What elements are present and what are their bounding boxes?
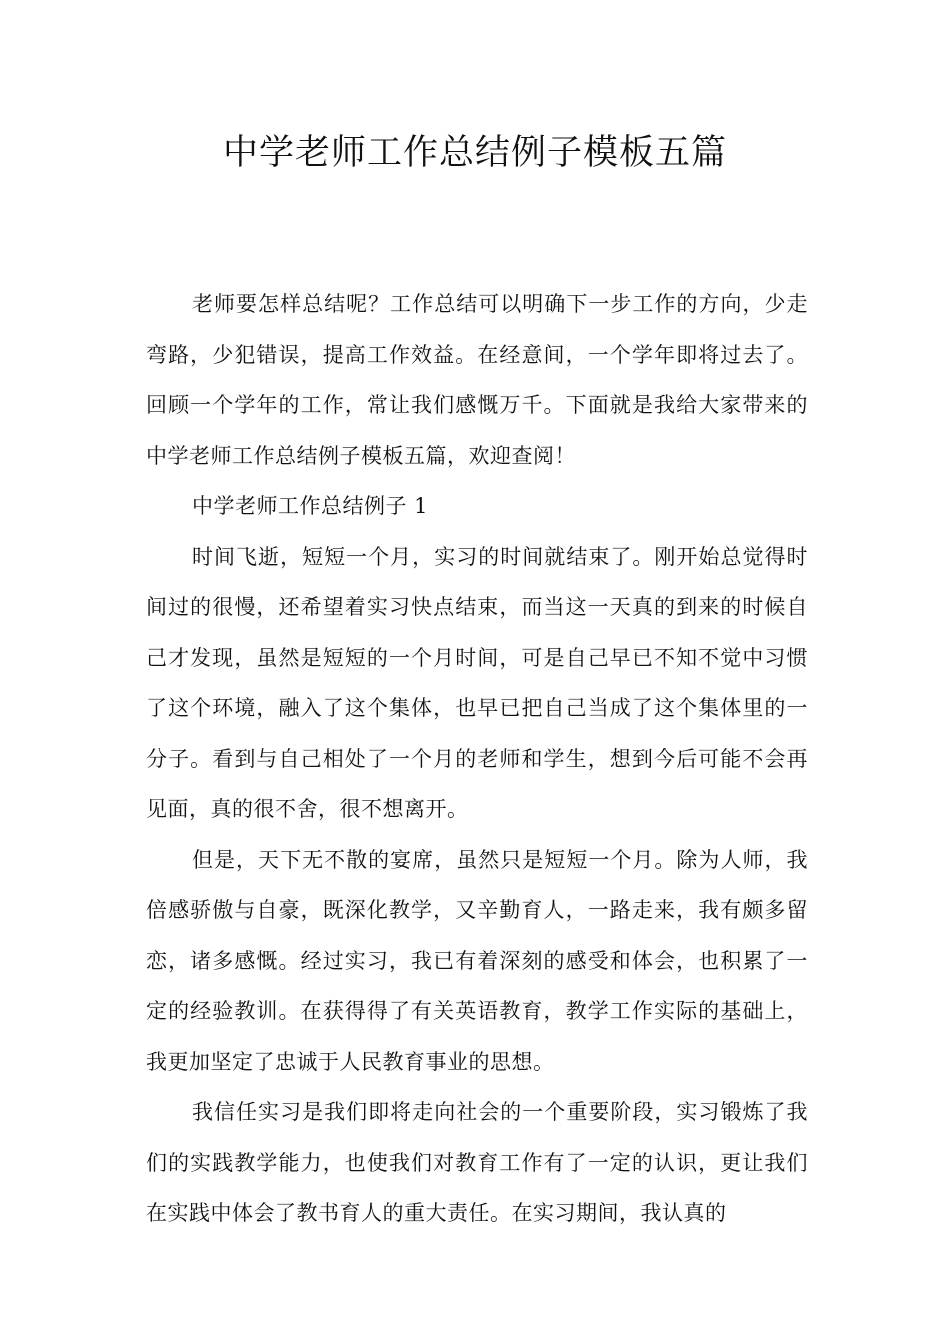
body-paragraph: 我信任实习是我们即将走向社会的一个重要阶段，实习锻炼了我们的实践教学能力，也使我们对教育工作有了一定的认识，更让我们在实践中体会了教书育人的重大责任。在实习期间，我认真的 [146, 1100, 808, 1225]
document-body [146, 279, 808, 1239]
document-title: 中学老师工作总结例子模板五篇 [222, 133, 727, 173]
body-paragraph: 但是，天下无不散的宴席，虽然只是短短一个月。除为人师，我倍感骄傲与自豪，既深化教学，又辛勤育人，一路走来，我有颇多留恋，诸多感慨。经过实习，我已有着深刻的感受和体会，也积累了一定的经验教训。在获得得了有关英语教育，教学工作实际的基础上，我更加坚定了忠诚于人民教育事业的思想。 [146, 847, 808, 1074]
body-paragraph: 时间飞逝，短短一个月，实习的时间就结束了。刚开始总觉得时间过的很慢，还希望着实习快点结束，而当这一天真的到来的时候自己才发现，虽然是短短的一个月时间，可是自己早已不知不觉中习惯了这个环境，融入了这个集体，也早已把自己当成了这个集体里的一分子。看到与自己相处了一个月的老师和学生，想到今后可能不会再见面，真的很不舍，很不想离开。 [146, 544, 808, 821]
section-heading: 中学老师工作总结例子 1 [192, 494, 429, 518]
intro-paragraph: 老师要怎样总结呢？工作总结可以明确下一步工作的方向，少走弯路，少犯错误，提高工作效益。在经意间，一个学年即将过去了。回顾一个学年的工作，常让我们感慨万千。下面就是我给大家带来的中学老师工作总结例子模板五篇，欢迎查阅！ [146, 292, 808, 468]
